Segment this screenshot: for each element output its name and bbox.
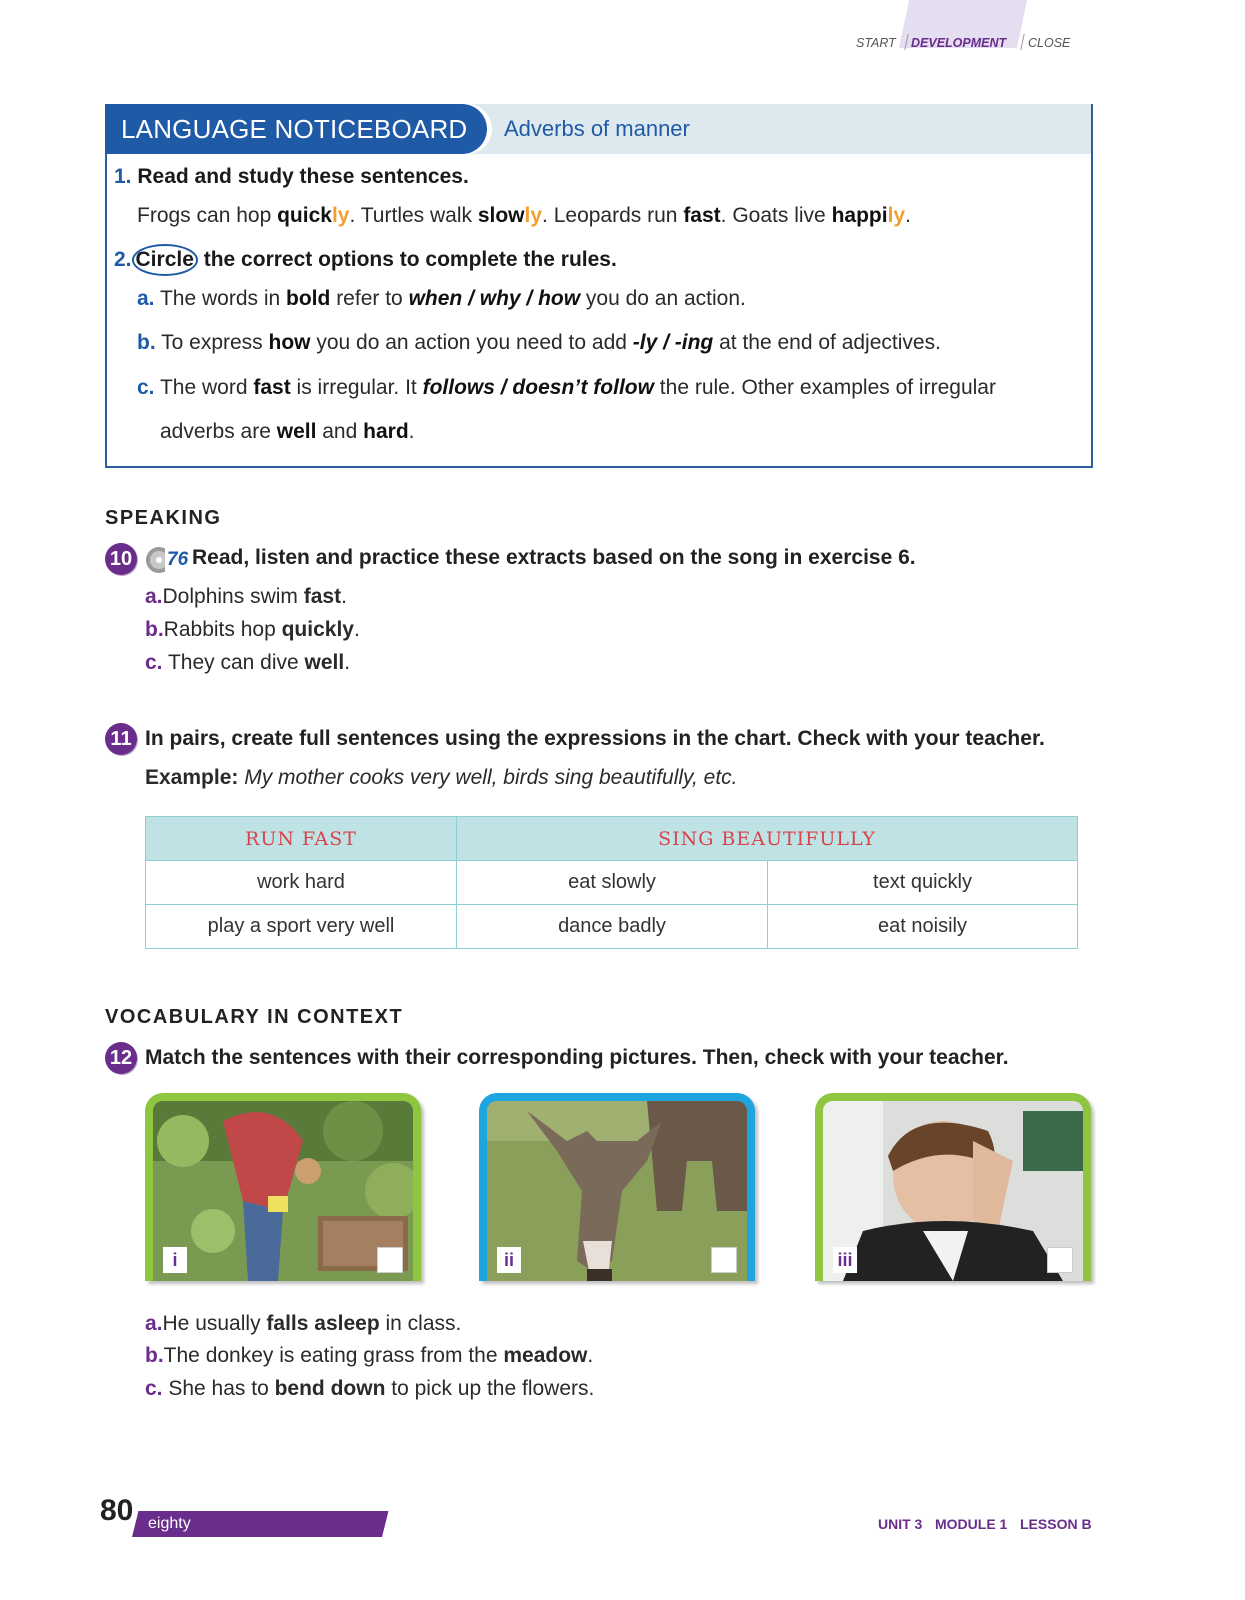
circled-word: Circle bbox=[132, 244, 198, 276]
adverb-stem: slow bbox=[477, 204, 525, 227]
rule-text: you do an action. bbox=[580, 287, 746, 310]
rule-b bbox=[137, 331, 941, 355]
example-label: Example: bbox=[145, 766, 239, 789]
step-number: 1. bbox=[114, 165, 132, 188]
rule-bold: fast bbox=[253, 376, 291, 399]
item-text: They can dive bbox=[162, 651, 305, 674]
step-text: the correct options to complete the rules. bbox=[197, 248, 617, 271]
answer-box[interactable] bbox=[377, 1247, 403, 1273]
chart-header-row bbox=[146, 817, 1078, 861]
picture-label: ii bbox=[497, 1247, 521, 1273]
nav-start: START bbox=[856, 36, 896, 50]
picture-label: iii bbox=[833, 1247, 857, 1273]
item-bold: falls asleep bbox=[266, 1312, 380, 1335]
rule-bold: hard bbox=[363, 420, 409, 443]
page-number-word: eighty bbox=[148, 1515, 191, 1532]
item-letter: a. bbox=[145, 585, 163, 608]
item-letter: b. bbox=[145, 618, 164, 641]
exercise-item bbox=[145, 618, 360, 642]
exercise-item bbox=[145, 1344, 593, 1368]
item-text: . bbox=[341, 585, 347, 608]
rule-text: . bbox=[408, 420, 415, 443]
rule-text: The word bbox=[154, 376, 254, 399]
item-bold: well bbox=[304, 651, 345, 674]
adverb-suffix: ly bbox=[524, 204, 543, 227]
rule-c-continued bbox=[160, 420, 415, 444]
step-1 bbox=[114, 165, 469, 189]
exercise-number: 10 bbox=[105, 543, 137, 575]
picture-label: i bbox=[163, 1247, 187, 1273]
rule-letter: a. bbox=[137, 287, 155, 310]
chart-cell: work hard bbox=[146, 861, 457, 905]
step-text: Read and study these sentences. bbox=[137, 165, 469, 188]
exercise-number: 12 bbox=[105, 1042, 137, 1074]
rule-bold: how bbox=[268, 331, 311, 354]
chart-header: SING BEAUTIFULLY bbox=[457, 817, 1078, 861]
noticeboard-title: LANGUAGE NOTICEBOARD bbox=[105, 104, 487, 154]
rule-text: adverbs are bbox=[160, 420, 277, 443]
nav-development: DEVELOPMENT bbox=[911, 36, 1007, 50]
rule-options[interactable]: -ly / -ing bbox=[632, 331, 714, 354]
item-bold: quickly bbox=[281, 618, 354, 641]
table-row bbox=[146, 861, 1078, 905]
noticeboard-box bbox=[105, 104, 1093, 468]
rule-text: is irregular. It bbox=[290, 376, 423, 399]
audio-cd-icon[interactable] bbox=[145, 545, 187, 575]
exercise-item bbox=[145, 651, 350, 675]
exercise-item bbox=[145, 585, 347, 609]
rule-a bbox=[137, 287, 746, 311]
item-letter: c. bbox=[145, 651, 163, 674]
table-row bbox=[146, 905, 1078, 949]
rule-options[interactable]: when / why / how bbox=[408, 287, 581, 310]
step-number: 2. bbox=[114, 248, 132, 271]
example-sentences bbox=[137, 204, 911, 228]
adverb: fast bbox=[683, 204, 721, 227]
item-text: The donkey is eating grass from the bbox=[163, 1344, 504, 1367]
sentence-text: . Leopards run bbox=[542, 204, 684, 227]
rule-text: and bbox=[316, 420, 364, 443]
nav-close: CLOSE bbox=[1028, 36, 1071, 50]
adverb-suffix: ly bbox=[887, 204, 906, 227]
section-nav bbox=[840, 0, 1100, 60]
item-text: . bbox=[353, 618, 360, 641]
rule-text: refer to bbox=[330, 287, 409, 310]
picture-card bbox=[815, 1093, 1091, 1281]
adverb-suffix: ly bbox=[331, 204, 350, 227]
example-text: My mother cooks very well, birds sing beautifully, etc. bbox=[238, 766, 738, 789]
picture-card bbox=[145, 1093, 421, 1281]
gardener-photo bbox=[153, 1101, 413, 1281]
sleepy-student-photo bbox=[823, 1101, 1083, 1281]
nav-divider bbox=[1020, 34, 1024, 50]
picture-card bbox=[479, 1093, 755, 1281]
item-text: Dolphins swim bbox=[162, 585, 304, 608]
expressions-chart bbox=[145, 816, 1078, 949]
item-text: in class. bbox=[379, 1312, 462, 1335]
exercise-item bbox=[145, 1312, 461, 1336]
item-text: to pick up the flowers. bbox=[385, 1377, 595, 1400]
sentence-text: Frogs can hop bbox=[137, 204, 278, 227]
rule-text: To express bbox=[155, 331, 269, 354]
exercise-instruction: In pairs, create full sentences using the expressions in the chart. Check with your teacher. bbox=[145, 727, 1045, 750]
chart-cell: eat noisily bbox=[768, 905, 1078, 949]
rule-text: you do an action you need to add bbox=[310, 331, 633, 354]
item-text: . bbox=[587, 1344, 594, 1367]
exercise-item bbox=[145, 1377, 594, 1401]
item-text: . bbox=[344, 651, 351, 674]
rule-bold: bold bbox=[286, 287, 331, 310]
rule-letter: b. bbox=[137, 331, 156, 354]
sentence-text: . Goats live bbox=[720, 204, 832, 227]
sentence-text: . bbox=[905, 204, 911, 227]
section-heading-speaking: SPEAKING bbox=[105, 507, 222, 529]
item-text: She has to bbox=[162, 1377, 275, 1400]
chart-cell: dance badly bbox=[457, 905, 768, 949]
rule-letter: c. bbox=[137, 376, 155, 399]
chart-header: RUN FAST bbox=[146, 817, 457, 861]
adverb-stem: quick bbox=[277, 204, 332, 227]
step-2 bbox=[114, 248, 617, 272]
chart-cell: eat slowly bbox=[457, 861, 768, 905]
adverb-stem: happi bbox=[831, 204, 888, 227]
chart-cell: play a sport very well bbox=[146, 905, 457, 949]
item-bold: fast bbox=[303, 585, 342, 608]
rule-text: The words in bbox=[154, 287, 287, 310]
noticeboard-subtitle: Adverbs of manner bbox=[504, 116, 690, 141]
item-letter: a. bbox=[145, 1312, 163, 1335]
item-letter: c. bbox=[145, 1377, 163, 1400]
footer-lesson: LESSON B bbox=[1020, 1516, 1092, 1532]
item-bold: bend down bbox=[274, 1377, 386, 1400]
exercise-instruction: Match the sentences with their corresponding pictures. Then, check with your teacher. bbox=[145, 1046, 1009, 1069]
example-line bbox=[145, 766, 738, 790]
answer-box[interactable] bbox=[711, 1247, 737, 1273]
item-text: He usually bbox=[162, 1312, 267, 1335]
chart-cell: text quickly bbox=[768, 861, 1078, 905]
rule-bold: well bbox=[276, 420, 317, 443]
item-bold: meadow bbox=[503, 1344, 588, 1367]
item-letter: b. bbox=[145, 1344, 164, 1367]
answer-box[interactable] bbox=[1047, 1247, 1073, 1273]
footer-module: MODULE 1 bbox=[935, 1516, 1008, 1532]
page-number: 80 bbox=[100, 1494, 134, 1527]
section-heading-vocabulary: VOCABULARY IN CONTEXT bbox=[105, 1006, 404, 1028]
audio-track-number: 76 bbox=[167, 549, 189, 570]
footer-unit: UNIT 3 bbox=[878, 1516, 923, 1532]
exercise-instruction: Read, listen and practice these extracts based on the song in exercise 6. bbox=[192, 546, 916, 569]
exercise-number: 11 bbox=[105, 723, 137, 755]
rule-text: at the end of adjectives. bbox=[713, 331, 941, 354]
item-text: Rabbits hop bbox=[163, 618, 282, 641]
rule-options[interactable]: follows / doesn’t follow bbox=[422, 376, 654, 399]
rule-text: the rule. Other examples of irregular bbox=[653, 376, 996, 399]
rule-c bbox=[137, 376, 996, 400]
sentence-text: . Turtles walk bbox=[349, 204, 478, 227]
donkey-photo bbox=[487, 1101, 747, 1281]
